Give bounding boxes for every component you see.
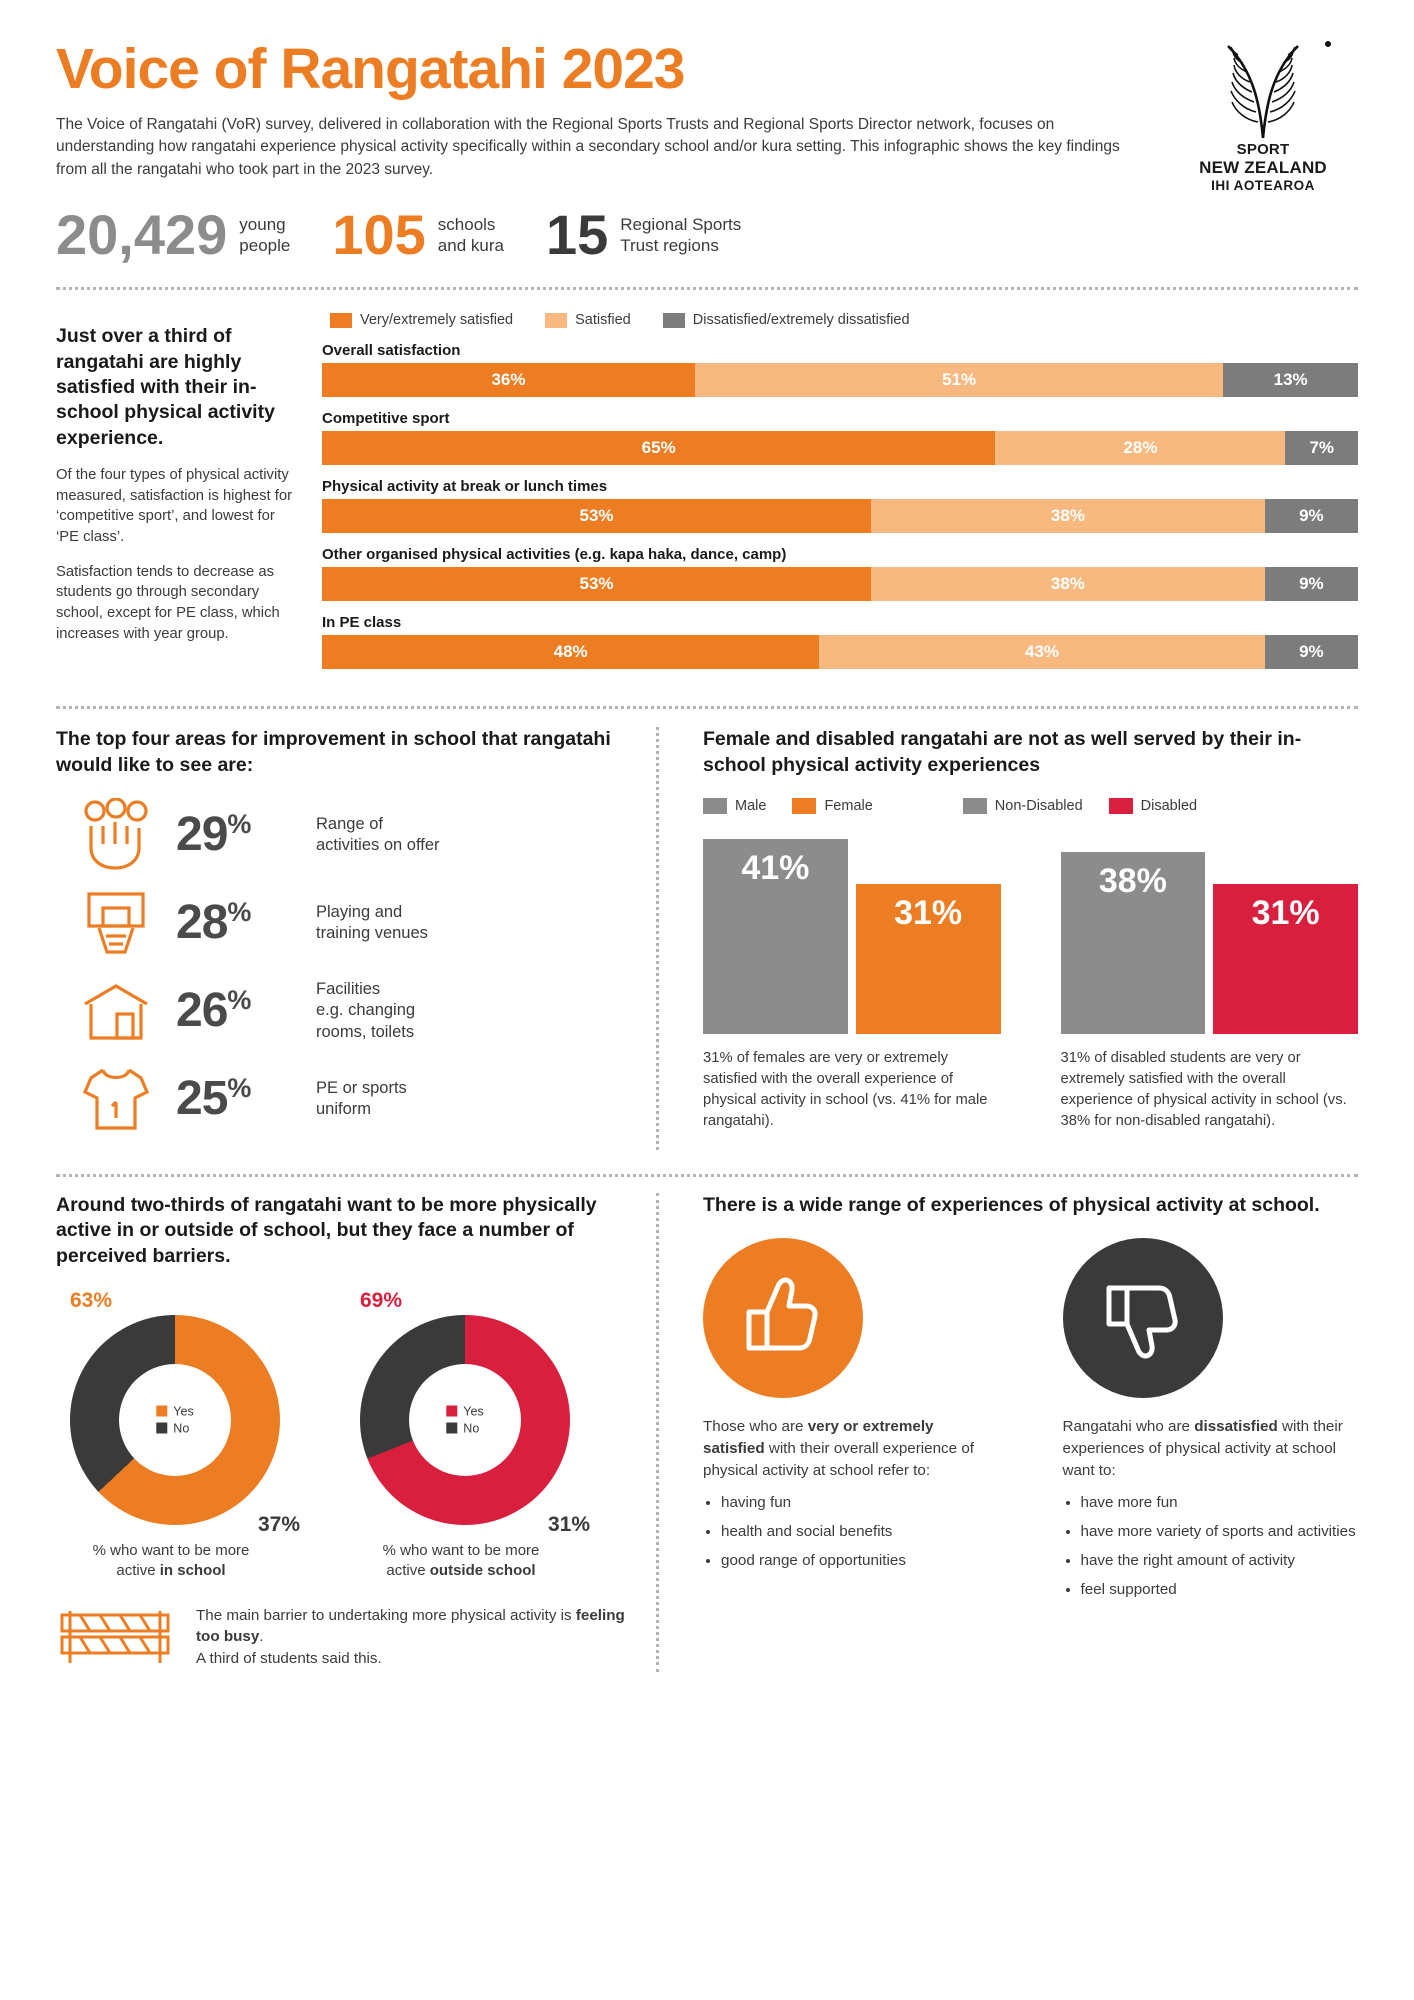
bar-segment-satisfied: 38% <box>871 499 1265 533</box>
disability-chart <box>1061 834 1359 1132</box>
negative-text-a: Rangatahi who are <box>1062 1418 1195 1436</box>
satisfaction-section <box>56 312 1358 682</box>
bar-group-pe-class <box>322 614 1358 669</box>
positive-list <box>703 1492 999 1572</box>
satisfaction-heading: Just over a third of rangatahi are highly satisfied with their in-school physical activity experience. <box>56 325 275 449</box>
equity-charts <box>703 834 1358 1132</box>
divider <box>56 287 1358 290</box>
experiences-column <box>656 1193 1358 1673</box>
legend-swatch <box>446 1423 457 1434</box>
header <box>56 37 1358 193</box>
bar-segment-very-satisfied: 36% <box>322 363 695 397</box>
bar-pair-disability <box>1061 834 1359 1034</box>
intro-paragraph: The Voice of Rangatahi (VoR) survey, delivered in collaboration with the Regional Sports Trusts and Regional Sports Director network, focuses on understanding how rangatahi experience physical activity specifically within a secondary school and/or kura setting. This infographic shows the key findings from all the rangatahi who took part in the 2023 survey. <box>56 115 1120 178</box>
legend-swatch <box>963 798 987 814</box>
donut-bottom-percent: 31% <box>547 1513 590 1537</box>
bar-caption: In PE class <box>322 614 402 632</box>
label-line-2: training venues <box>316 923 428 942</box>
legend-swatch <box>703 798 727 814</box>
barrier-row <box>56 1601 626 1672</box>
improvement-label <box>316 814 440 857</box>
legend-swatch <box>792 798 816 814</box>
stat-label-line1: young <box>239 215 286 234</box>
legend-item-female <box>792 798 872 814</box>
stat-label-line1: schools <box>437 215 496 234</box>
donut-caption <box>56 1541 286 1582</box>
stat-number: 20,429 <box>56 203 228 267</box>
bar-pair-gender <box>703 834 1001 1034</box>
stat-young-people <box>56 203 291 267</box>
barrier-text <box>196 1605 626 1670</box>
bar-segment-satisfied: 51% <box>695 363 1223 397</box>
improvement-label <box>316 979 415 1043</box>
legend-label: Yes <box>463 1404 484 1419</box>
bar-segment-satisfied: 43% <box>819 635 1264 669</box>
thumbs-up-icon <box>703 1238 863 1398</box>
sport-new-zealand-logo <box>1168 36 1358 193</box>
caption-line-1: % who want to be more <box>92 1541 250 1559</box>
donut-outside-school <box>346 1289 596 1582</box>
list-item: • good range of opportunities <box>721 1550 999 1573</box>
caption-bold: in school <box>159 1562 226 1580</box>
improvement-label <box>316 1078 407 1121</box>
barriers-experiences-section <box>56 1193 1358 1673</box>
improvement-percent: 28% <box>176 896 251 950</box>
bar-female: 31% <box>856 884 1001 1034</box>
legend-label: Female <box>824 797 873 814</box>
legend-label: Satisfied <box>575 312 631 329</box>
stat-label-line2: Trust regions <box>620 236 719 256</box>
improvement-row-activities <box>56 798 626 872</box>
experiences-heading: There is a wide range of experiences of physical activity at school. <box>703 1193 1320 1216</box>
legend-label: Very/extremely satisfied <box>360 312 514 329</box>
bar-segment-very-satisfied: 53% <box>322 567 871 601</box>
donut-in-school <box>56 1289 306 1582</box>
barrier-text-a: The main barrier to undertaking more physical activity is <box>196 1606 576 1624</box>
stat-number: 15 <box>545 203 609 267</box>
bar-segment-dissatisfied: 9% <box>1265 499 1358 533</box>
satisfaction-legend <box>330 312 1358 328</box>
equity-legend <box>703 798 1358 814</box>
improvements-column <box>56 727 656 1150</box>
label-line-1: Facilities <box>316 979 381 998</box>
list-item: • have more fun <box>1081 1492 1359 1515</box>
stat-schools <box>332 203 504 267</box>
legend-item <box>663 312 910 328</box>
stat-label <box>620 214 741 257</box>
label-line-1: Range of <box>316 814 383 833</box>
legend-label: Non-Disabled <box>994 797 1083 814</box>
bar-caption: Other organised physical activities (e.g. kapa haka, dance, camp) <box>322 546 787 564</box>
logo-line-1: SPORT <box>1236 141 1290 158</box>
improvement-percent: 26% <box>176 984 251 1038</box>
caption-line-2: active <box>386 1562 430 1580</box>
bar-segment-very-satisfied: 48% <box>322 635 819 669</box>
legend-label: Yes <box>173 1404 194 1419</box>
label-line-3: rooms, toilets <box>316 1022 415 1041</box>
list-item: • have more variety of sports and activities <box>1081 1521 1359 1544</box>
bar-segment-satisfied: 38% <box>871 567 1265 601</box>
label-line-1: Playing and <box>316 902 403 921</box>
satisfaction-text <box>56 312 296 682</box>
bar-segment-dissatisfied: 9% <box>1265 567 1358 601</box>
caption-bold: outside school <box>429 1562 536 1580</box>
barriers-column <box>56 1193 656 1673</box>
label-line-2: e.g. changing <box>316 1001 416 1020</box>
legend-item-no <box>156 1421 193 1435</box>
list-item: • having fun <box>721 1492 999 1515</box>
positive-text-bold: very or extremely satisfied <box>703 1418 934 1458</box>
key-stats <box>56 203 1358 267</box>
stat-regions <box>545 203 742 267</box>
positive-text-b: with their overall experience of physical activity at school refer to: <box>703 1440 974 1480</box>
bar-caption: Physical activity at break or lunch times <box>322 478 608 496</box>
stat-label-line1: Regional Sports <box>620 215 742 234</box>
caption-line-2: active <box>116 1562 160 1580</box>
stacked-bar <box>322 363 1358 397</box>
negative-text-bold: dissatisfied <box>1194 1418 1278 1436</box>
legend-item <box>330 312 513 328</box>
divider <box>56 1174 1358 1177</box>
basketball-hoop-icon <box>56 886 176 960</box>
positive-text <box>703 1416 999 1482</box>
equity-column <box>656 727 1358 1150</box>
bar-caption: Competitive sport <box>322 410 450 428</box>
barriers-heading: Around two-thirds of rangatahi want to be more physically active in or outside of school, but they face a number of perceived barriers. <box>56 1193 597 1267</box>
positive-experiences <box>703 1238 999 1607</box>
bar-caption: Overall satisfaction <box>322 342 461 360</box>
improvement-percent: 25% <box>176 1072 251 1126</box>
negative-experiences <box>1063 1238 1359 1607</box>
bar-segment-satisfied: 28% <box>995 431 1285 465</box>
legend-swatch <box>1109 798 1133 814</box>
bar-group-overall <box>322 342 1358 397</box>
barrier-text-b: . <box>259 1628 264 1646</box>
legend-swatch <box>156 1406 167 1417</box>
label-line-1: PE or sports <box>316 1078 407 1097</box>
silver-fern-icon <box>1188 36 1338 141</box>
donut-legend <box>446 1401 483 1438</box>
donut-ring <box>70 1315 280 1525</box>
legend-item-male <box>703 798 766 814</box>
stat-label <box>438 214 504 257</box>
bar-segment-very-satisfied: 65% <box>322 431 995 465</box>
legend-item-yes <box>446 1404 483 1418</box>
stacked-bar <box>322 635 1358 669</box>
list-item: • health and social benefits <box>721 1521 999 1544</box>
gender-chart <box>703 834 1001 1132</box>
thumbs-row <box>703 1238 1358 1607</box>
legend-label: No <box>173 1421 190 1436</box>
donut-bottom-percent: 37% <box>257 1513 300 1537</box>
donut-caption <box>346 1541 576 1582</box>
building-icon <box>56 974 176 1048</box>
bar-segment-dissatisfied: 7% <box>1285 431 1358 465</box>
legend-swatch <box>446 1406 457 1417</box>
donut-charts <box>56 1289 626 1582</box>
list-item: • feel supported <box>1081 1579 1359 1602</box>
bar-segment-dissatisfied: 13% <box>1223 363 1358 397</box>
improvements-equity-section <box>56 727 1358 1150</box>
divider <box>56 706 1358 709</box>
improvements-heading: The top four areas for improvement in school that rangatahi would like to see are: <box>56 728 611 776</box>
legend-swatch <box>156 1423 167 1434</box>
stacked-bar <box>322 431 1358 465</box>
negative-text <box>1063 1416 1359 1482</box>
stacked-bar <box>322 567 1358 601</box>
legend-label: No <box>463 1421 480 1436</box>
legend-item <box>545 312 631 328</box>
disability-note: 31% of disabled students are very or extremely satisfied with the overall experience of physical activity in school (vs. 38% for non-disabled rangatahi). <box>1060 1049 1347 1129</box>
negative-list <box>1063 1492 1359 1601</box>
improvement-label <box>316 902 428 945</box>
bar-segment-dissatisfied: 9% <box>1265 635 1358 669</box>
legend-label: Dissatisfied/extremely dissatisfied <box>692 312 910 329</box>
legend-swatch <box>663 313 685 328</box>
positive-text-a: Those who are <box>703 1418 808 1436</box>
satisfaction-para-1: Of the four types of physical activity measured, satisfaction is highest for ‘competitive sport’, and lowest for ‘PE class’. <box>56 466 293 546</box>
legend-swatch <box>545 313 567 328</box>
stat-number: 105 <box>332 203 426 267</box>
logo-line-2: NEW ZEALAND <box>1199 158 1327 178</box>
gender-note: 31% of females are very or extremely satisfied with the overall experience of physical activity in school (vs. 41% for male rangatahi). <box>703 1049 988 1129</box>
legend-item-disabled <box>1109 798 1197 814</box>
bar-disabled: 31% <box>1213 884 1358 1034</box>
bar-non-disabled: 38% <box>1061 852 1206 1034</box>
label-line-2: activities on offer <box>316 835 440 854</box>
stat-label <box>239 214 290 257</box>
donut-top-percent: 63% <box>70 1288 113 1312</box>
barrier-text-bold: feeling too busy <box>196 1606 625 1646</box>
thumbs-down-icon <box>1063 1238 1223 1398</box>
legend-swatch <box>330 313 352 328</box>
bar-group-break-lunch <box>322 478 1358 533</box>
label-line-2: uniform <box>316 1099 372 1118</box>
stacked-bar <box>322 499 1358 533</box>
improvement-row-facilities <box>56 974 626 1048</box>
legend-label: Disabled <box>1140 797 1198 814</box>
legend-item-non-disabled <box>963 798 1083 814</box>
list-item: • have the right amount of activity <box>1081 1550 1359 1573</box>
legend-item-no <box>446 1421 483 1435</box>
sports-shirt-icon <box>56 1062 176 1136</box>
equity-heading: Female and disabled rangatahi are not as well served by their in-school physical activity experiences <box>703 728 1302 776</box>
donut-legend <box>156 1401 193 1438</box>
donut-ring <box>360 1315 570 1525</box>
barrier-text-c: A third of students said this. <box>196 1649 382 1667</box>
legend-item-yes <box>156 1404 193 1418</box>
negative-text-b: with their experiences of physical activity at school want to: <box>1062 1418 1343 1480</box>
stat-label-line2: and kura <box>437 236 504 256</box>
legend-label: Male <box>735 797 767 814</box>
satisfaction-para-2: Satisfaction tends to decrease as students go through secondary school, except for PE class, which increases with year group. <box>56 563 280 642</box>
bar-segment-very-satisfied: 53% <box>322 499 871 533</box>
improvement-percent: 29% <box>176 808 251 862</box>
improvement-row-venues <box>56 886 626 960</box>
bar-group-competitive-sport <box>322 410 1358 465</box>
donut-top-percent: 69% <box>360 1288 403 1312</box>
satisfaction-chart <box>322 312 1358 682</box>
bar-male: 41% <box>703 839 848 1034</box>
page-title: Voice of Rangatahi 2023 <box>56 37 685 101</box>
improvement-row-uniform <box>56 1062 626 1136</box>
bar-group-other-organised <box>322 546 1358 601</box>
hand-raised-icon <box>56 798 176 872</box>
stat-label-line2: people <box>239 236 291 256</box>
barrier-icon <box>56 1601 174 1672</box>
logo-line-3: IHI AOTEAROA <box>1211 177 1315 193</box>
caption-line-1: % who want to be more <box>382 1541 540 1559</box>
